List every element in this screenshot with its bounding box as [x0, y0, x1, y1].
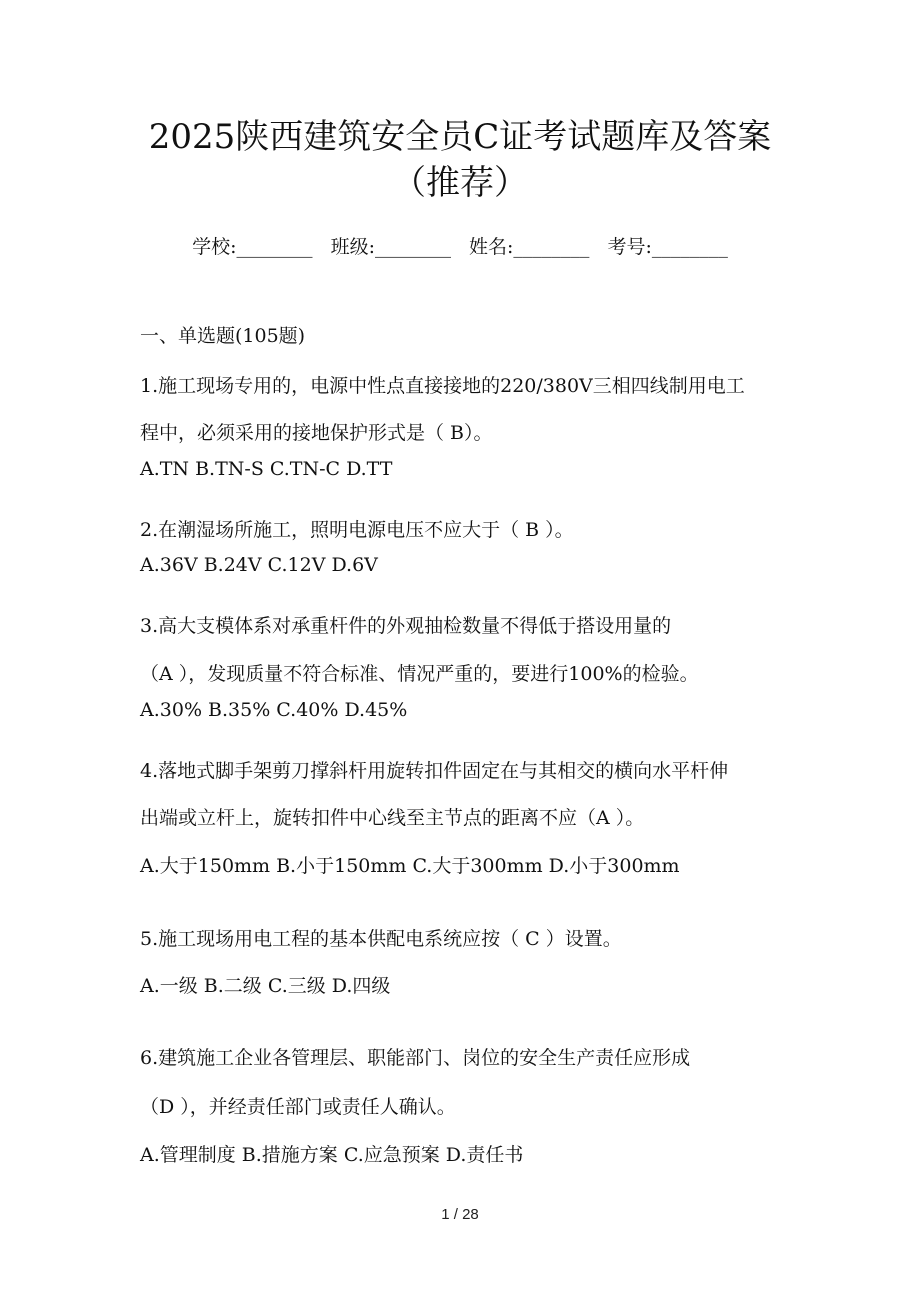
question-1-stem-line2: 程中，必须采用的接地保护形式是（ B）。	[140, 422, 493, 444]
page-indicator: 1 / 28	[441, 1206, 479, 1223]
name-field: 姓名:________	[469, 236, 590, 258]
question-2-stem-line1: 2.在潮湿场所施工，照明电源电压不应大于（ B ）。	[140, 519, 574, 541]
question-6-stem-line2: （D ），并经责任部门或责任人确认。	[140, 1096, 456, 1118]
question-1-stem-line1: 1.施工现场专用的，电源中性点直接接地的220/380V三相四线制用电工	[140, 375, 745, 397]
question-4-stem-line1: 4.落地式脚手架剪刀撑斜杆用旋转扣件固定在与其相交的横向水平杆伸	[140, 760, 729, 782]
class-field: 班级:________	[330, 236, 451, 258]
school-field: 学校:________	[192, 236, 313, 258]
exam-number-field: 考号:________	[607, 236, 728, 258]
question-2-options: A.36V B.24V C.12V D.6V	[140, 554, 378, 576]
question-6-options: A.管理制度 B.措施方案 C.应急预案 D.责任书	[140, 1144, 524, 1166]
question-3-stem-line2: （A ），发现质量不符合标准、情况严重的，要进行100%的检验。	[140, 663, 699, 685]
question-3-stem-line1: 3.高大支模体系对承重杆件的外观抽检数量不得低于搭设用量的	[140, 615, 672, 637]
question-1-options: A.TN B.TN-S C.TN-C D.TT	[140, 458, 393, 480]
question-5-options: A.一级 B.二级 C.三级 D.四级	[140, 975, 391, 997]
question-4-stem-line2: 出端或立杆上，旋转扣件中心线至主节点的距离不应（A ）。	[140, 807, 645, 829]
question-3-options: A.30% B.35% C.40% D.45%	[140, 699, 408, 721]
document-title-line1: 2025陕西建筑安全员C证考试题库及答案	[148, 117, 772, 157]
question-5-stem-line1: 5.施工现场用电工程的基本供配电系统应按（ C ）设置。	[140, 928, 622, 950]
student-info-row	[0, 232, 920, 262]
section-heading: 一、单选题(105题)	[140, 325, 306, 347]
document-title-line2: （推荐）	[392, 163, 528, 203]
question-4-options: A.大于150mm B.小于150mm C.大于300mm D.小于300mm	[140, 855, 680, 877]
question-6-stem-line1: 6.建筑施工企业各管理层、职能部门、岗位的安全生产责任应形成	[140, 1047, 691, 1069]
